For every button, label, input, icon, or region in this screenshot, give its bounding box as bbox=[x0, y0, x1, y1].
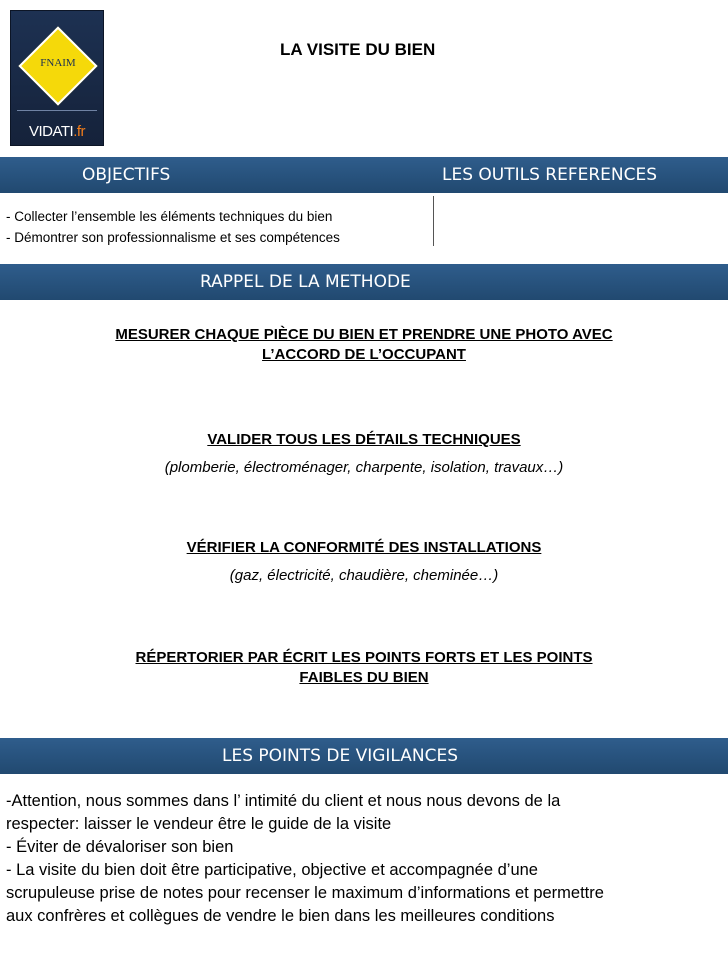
method-step-4-title: RÉPERTORIER PAR ÉCRIT LES POINTS FORTS ET LES POINTS FAIBLES DU BIEN bbox=[135, 649, 593, 686]
objectif-item: - Collecter l’ensemble les éléments techniques du bien bbox=[6, 209, 333, 224]
logo-site-name: VIDATI.fr bbox=[28, 123, 86, 140]
vigilance-line: - Éviter de dévaloriser son bien bbox=[6, 838, 234, 856]
vigilance-line: respecter: laisser le vendeur être le guide de la visite bbox=[6, 815, 392, 833]
fnaim-vidati-logo bbox=[10, 10, 104, 146]
column-divider bbox=[433, 196, 434, 246]
vigilance-line: aux confrères et collègues de vendre le bien dans les meilleures conditions bbox=[6, 907, 555, 925]
vigilance-line: scrupuleuse prise de notes pour recenser le maximum d’informations et permettre bbox=[6, 884, 604, 902]
method-step-2-title: VALIDER TOUS LES DÉTAILS TECHNIQUES bbox=[207, 431, 521, 448]
vigilances-header-bar bbox=[0, 738, 728, 774]
methode-header: RAPPEL DE LA METHODE bbox=[200, 272, 411, 292]
vigilances-text bbox=[6, 790, 722, 928]
logo-divider bbox=[17, 110, 97, 111]
objectif-item: - Démontrer son professionnalisme et ses compétences bbox=[6, 230, 340, 245]
vigilance-line: -Attention, nous sommes dans l’ intimité du client et nous nous devons de la bbox=[6, 792, 561, 810]
methode-header-bar bbox=[0, 264, 728, 300]
vigilance-line: - La visite du bien doit être participative, objective et accompagnée d’une bbox=[6, 861, 538, 879]
outils-header: LES OUTILS REFERENCES bbox=[442, 165, 658, 185]
logo-brand: FNAIM bbox=[40, 57, 76, 69]
method-step-1-title: MESURER CHAQUE PIÈCE DU BIEN ET PRENDRE UNE PHOTO AVEC L’ACCORD DE L’OCCUPANT bbox=[115, 326, 613, 363]
page-title: LA VISITE DU BIEN bbox=[280, 40, 436, 59]
objectifs-outils-header-bar bbox=[0, 157, 728, 193]
objectifs-header: OBJECTIFS bbox=[82, 165, 171, 185]
method-step-2-details: (plomberie, électroménager, charpente, isolation, travaux…) bbox=[164, 459, 564, 476]
method-step-3-details: (gaz, électricité, chaudière, cheminée…) bbox=[229, 567, 499, 584]
method-step-3-title: VÉRIFIER LA CONFORMITÉ DES INSTALLATIONS bbox=[186, 539, 542, 556]
fnaim-diamond-icon bbox=[17, 25, 99, 107]
vigilances-header: LES POINTS DE VIGILANCES bbox=[222, 746, 459, 766]
